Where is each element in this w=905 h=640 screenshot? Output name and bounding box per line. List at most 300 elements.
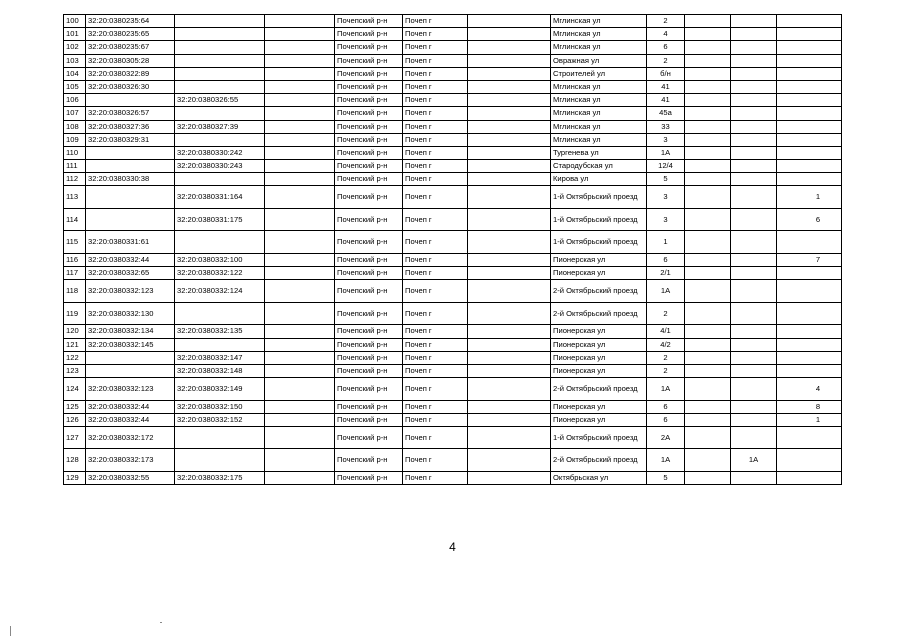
street-cell: Мглинская ул <box>551 120 647 133</box>
district-cell: Почепский р-н <box>335 364 403 377</box>
cadastral-number: 32:20:0380332:123 <box>86 378 175 401</box>
register-body <box>64 15 842 485</box>
empty-cell <box>468 133 551 146</box>
empty-cell <box>265 280 335 303</box>
cadastral-number-building <box>175 133 265 146</box>
cadastral-number: 32:20:0380332:55 <box>86 471 175 484</box>
extra-cell <box>777 28 842 41</box>
town-cell: Почеп г <box>403 449 468 472</box>
house-number-cell: 4/1 <box>647 325 685 338</box>
extra-cell <box>731 471 777 484</box>
extra-cell <box>685 28 731 41</box>
extra-cell <box>731 338 777 351</box>
extra-cell <box>731 364 777 377</box>
extra-cell <box>777 280 842 303</box>
town-cell: Почеп г <box>403 133 468 146</box>
cadastral-number: 32:20:0380322:89 <box>86 67 175 80</box>
table-row <box>64 280 842 303</box>
extra-cell <box>685 302 731 325</box>
extra-cell <box>685 231 731 254</box>
empty-cell <box>468 173 551 186</box>
extra-cell <box>777 338 842 351</box>
extra-cell <box>777 173 842 186</box>
extra-cell <box>731 253 777 266</box>
empty-cell <box>468 54 551 67</box>
row-number: 107 <box>64 107 86 120</box>
extra-cell <box>685 54 731 67</box>
cadastral-number-building: 32:20:0380332:124 <box>175 280 265 303</box>
cadastral-number-building: 32:20:0380332:150 <box>175 400 265 413</box>
house-number-cell: 5 <box>647 471 685 484</box>
cadastral-number-building: 32:20:0380330:243 <box>175 160 265 173</box>
empty-cell <box>468 94 551 107</box>
table-row <box>64 413 842 426</box>
extra-cell <box>685 325 731 338</box>
extra-cell <box>731 173 777 186</box>
town-cell: Почеп г <box>403 338 468 351</box>
street-cell: 1-й Октябрьский проезд <box>551 426 647 449</box>
town-cell: Почеп г <box>403 351 468 364</box>
house-number-cell: 12/4 <box>647 160 685 173</box>
row-number: 125 <box>64 400 86 413</box>
cadastral-number: 32:20:0380235:67 <box>86 41 175 54</box>
street-cell: 2-й Октябрьский проезд <box>551 449 647 472</box>
extra-cell <box>685 400 731 413</box>
empty-cell <box>468 41 551 54</box>
extra-cell <box>731 54 777 67</box>
cadastral-number-building: 32:20:0380330:242 <box>175 146 265 159</box>
row-number: 116 <box>64 253 86 266</box>
extra-cell <box>685 94 731 107</box>
row-number: 115 <box>64 231 86 254</box>
district-cell: Почепский р-н <box>335 253 403 266</box>
cadastral-number-building: 32:20:0380332:135 <box>175 325 265 338</box>
empty-cell <box>468 302 551 325</box>
extra-cell <box>777 133 842 146</box>
extra-cell <box>685 160 731 173</box>
house-number-cell: 2/1 <box>647 267 685 280</box>
cadastral-number-building: 32:20:0380327:39 <box>175 120 265 133</box>
cadastral-number: 32:20:0380332:44 <box>86 400 175 413</box>
extra-cell <box>777 94 842 107</box>
street-cell: Мглинская ул <box>551 133 647 146</box>
house-number-cell: 3 <box>647 133 685 146</box>
empty-cell <box>265 471 335 484</box>
town-cell: Почеп г <box>403 231 468 254</box>
table-row <box>64 302 842 325</box>
cadastral-number: 32:20:0380326:57 <box>86 107 175 120</box>
extra-cell <box>685 80 731 93</box>
district-cell: Почепский р-н <box>335 338 403 351</box>
extra-cell <box>685 41 731 54</box>
extra-cell <box>731 208 777 231</box>
house-number-cell: 1 <box>647 231 685 254</box>
district-cell: Почепский р-н <box>335 302 403 325</box>
table-row <box>64 15 842 28</box>
extra-cell <box>685 449 731 472</box>
row-number: 119 <box>64 302 86 325</box>
district-cell: Почепский р-н <box>335 107 403 120</box>
extra-cell <box>685 146 731 159</box>
row-number: 105 <box>64 80 86 93</box>
extra-cell <box>731 41 777 54</box>
empty-cell <box>265 267 335 280</box>
extra-cell <box>731 80 777 93</box>
row-number: 123 <box>64 364 86 377</box>
empty-cell <box>265 146 335 159</box>
town-cell: Почеп г <box>403 107 468 120</box>
extra-cell: 6 <box>777 208 842 231</box>
page-number: 4 <box>449 540 456 554</box>
empty-cell <box>468 160 551 173</box>
row-number: 110 <box>64 146 86 159</box>
empty-cell <box>265 94 335 107</box>
empty-cell <box>468 267 551 280</box>
street-cell: 2-й Октябрьский проезд <box>551 378 647 401</box>
empty-cell <box>468 400 551 413</box>
extra-cell <box>777 107 842 120</box>
cadastral-number: 32:20:0380329:31 <box>86 133 175 146</box>
town-cell: Почеп г <box>403 302 468 325</box>
district-cell: Почепский р-н <box>335 208 403 231</box>
extra-cell <box>777 471 842 484</box>
house-number-cell: 4 <box>647 28 685 41</box>
table-row <box>64 173 842 186</box>
table-row <box>64 94 842 107</box>
empty-cell <box>468 120 551 133</box>
street-cell: Овражная ул <box>551 54 647 67</box>
table-row <box>64 208 842 231</box>
empty-cell <box>265 302 335 325</box>
district-cell: Почепский р-н <box>335 280 403 303</box>
house-number-cell: 2 <box>647 351 685 364</box>
empty-cell <box>468 231 551 254</box>
cadastral-number-building <box>175 338 265 351</box>
empty-cell <box>265 28 335 41</box>
cadastral-number-building: 32:20:0380332:149 <box>175 378 265 401</box>
district-cell: Почепский р-н <box>335 146 403 159</box>
table-row <box>64 231 842 254</box>
empty-cell <box>468 208 551 231</box>
house-number-cell: 1А <box>647 449 685 472</box>
extra-cell <box>731 133 777 146</box>
extra-cell <box>731 231 777 254</box>
district-cell: Почепский р-н <box>335 41 403 54</box>
cadastral-number <box>86 351 175 364</box>
street-cell: Мглинская ул <box>551 15 647 28</box>
empty-cell <box>468 146 551 159</box>
extra-cell <box>731 351 777 364</box>
extra-cell <box>777 267 842 280</box>
extra-cell <box>731 302 777 325</box>
street-cell: Мглинская ул <box>551 28 647 41</box>
house-number-cell: 1А <box>647 378 685 401</box>
extra-cell: 4 <box>777 378 842 401</box>
street-cell: Мглинская ул <box>551 80 647 93</box>
street-cell: Мглинская ул <box>551 94 647 107</box>
empty-cell <box>468 426 551 449</box>
empty-cell <box>468 364 551 377</box>
street-cell: Пионерская ул <box>551 400 647 413</box>
town-cell: Почеп г <box>403 186 468 209</box>
table-row <box>64 146 842 159</box>
cadastral-number-building: 32:20:0380331:175 <box>175 208 265 231</box>
district-cell: Почепский р-н <box>335 94 403 107</box>
district-cell: Почепский р-н <box>335 15 403 28</box>
scan-mark <box>10 626 11 636</box>
cadastral-number-building: 32:20:0380332:122 <box>175 267 265 280</box>
street-cell: Пионерская ул <box>551 364 647 377</box>
street-cell: Пионерская ул <box>551 413 647 426</box>
cadastral-number: 32:20:0380332:44 <box>86 253 175 266</box>
property-register-table <box>63 14 842 485</box>
scan-mark <box>160 622 162 623</box>
street-cell: Строителей ул <box>551 67 647 80</box>
extra-cell: 8 <box>777 400 842 413</box>
extra-cell <box>777 67 842 80</box>
extra-cell <box>731 107 777 120</box>
empty-cell <box>468 253 551 266</box>
extra-cell: 1А <box>731 449 777 472</box>
town-cell: Почеп г <box>403 160 468 173</box>
table-row <box>64 426 842 449</box>
street-cell: Стародубская ул <box>551 160 647 173</box>
empty-cell <box>265 133 335 146</box>
empty-cell <box>265 400 335 413</box>
street-cell: Пионерская ул <box>551 267 647 280</box>
cadastral-number-building <box>175 302 265 325</box>
district-cell: Почепский р-н <box>335 80 403 93</box>
table-row <box>64 471 842 484</box>
street-cell: Мглинская ул <box>551 107 647 120</box>
extra-cell <box>731 325 777 338</box>
cadastral-number <box>86 160 175 173</box>
town-cell: Почеп г <box>403 41 468 54</box>
house-number-cell: 6 <box>647 413 685 426</box>
empty-cell <box>265 120 335 133</box>
house-number-cell: 6 <box>647 400 685 413</box>
extra-cell <box>685 107 731 120</box>
empty-cell <box>265 413 335 426</box>
street-cell: 2-й Октябрьский проезд <box>551 280 647 303</box>
row-number: 124 <box>64 378 86 401</box>
town-cell: Почеп г <box>403 280 468 303</box>
district-cell: Почепский р-н <box>335 351 403 364</box>
town-cell: Почеп г <box>403 253 468 266</box>
house-number-cell: 3 <box>647 208 685 231</box>
street-cell: 1-й Октябрьский проезд <box>551 208 647 231</box>
extra-cell <box>685 173 731 186</box>
row-number: 117 <box>64 267 86 280</box>
cadastral-number: 32:20:0380327:36 <box>86 120 175 133</box>
extra-cell <box>777 351 842 364</box>
district-cell: Почепский р-н <box>335 426 403 449</box>
empty-cell <box>468 471 551 484</box>
extra-cell <box>685 133 731 146</box>
house-number-cell: 3 <box>647 186 685 209</box>
extra-cell <box>731 146 777 159</box>
table-row <box>64 67 842 80</box>
town-cell: Почеп г <box>403 146 468 159</box>
town-cell: Почеп г <box>403 28 468 41</box>
cadastral-number <box>86 208 175 231</box>
empty-cell <box>265 364 335 377</box>
cadastral-number-building: 32:20:0380332:175 <box>175 471 265 484</box>
extra-cell <box>777 80 842 93</box>
town-cell: Почеп г <box>403 15 468 28</box>
town-cell: Почеп г <box>403 378 468 401</box>
house-number-cell: 2 <box>647 302 685 325</box>
cadastral-number <box>86 186 175 209</box>
empty-cell <box>468 28 551 41</box>
cadastral-number-building: 32:20:0380331:164 <box>175 186 265 209</box>
street-cell: Октябрьская ул <box>551 471 647 484</box>
extra-cell <box>777 54 842 67</box>
empty-cell <box>265 208 335 231</box>
cadastral-number: 32:20:0380305:28 <box>86 54 175 67</box>
cadastral-number-building <box>175 41 265 54</box>
row-number: 111 <box>64 160 86 173</box>
extra-cell <box>777 325 842 338</box>
empty-cell <box>468 325 551 338</box>
district-cell: Почепский р-н <box>335 160 403 173</box>
extra-cell <box>731 67 777 80</box>
street-cell: Пионерская ул <box>551 338 647 351</box>
cadastral-number-building <box>175 80 265 93</box>
extra-cell <box>685 280 731 303</box>
table-row <box>64 253 842 266</box>
empty-cell <box>468 67 551 80</box>
extra-cell <box>685 267 731 280</box>
district-cell: Почепский р-н <box>335 471 403 484</box>
town-cell: Почеп г <box>403 80 468 93</box>
district-cell: Почепский р-н <box>335 67 403 80</box>
cadastral-number-building <box>175 107 265 120</box>
extra-cell <box>777 160 842 173</box>
house-number-cell: 2А <box>647 426 685 449</box>
extra-cell <box>685 120 731 133</box>
empty-cell <box>468 280 551 303</box>
empty-cell <box>265 15 335 28</box>
district-cell: Почепский р-н <box>335 378 403 401</box>
table-row <box>64 325 842 338</box>
district-cell: Почепский р-н <box>335 133 403 146</box>
street-cell: 1-й Октябрьский проезд <box>551 186 647 209</box>
district-cell: Почепский р-н <box>335 449 403 472</box>
empty-cell <box>468 80 551 93</box>
extra-cell <box>731 120 777 133</box>
extra-cell <box>685 208 731 231</box>
cadastral-number-building <box>175 173 265 186</box>
extra-cell <box>731 94 777 107</box>
empty-cell <box>265 253 335 266</box>
empty-cell <box>468 107 551 120</box>
table-row <box>64 133 842 146</box>
town-cell: Почеп г <box>403 173 468 186</box>
extra-cell <box>777 449 842 472</box>
cadastral-number-building <box>175 54 265 67</box>
empty-cell <box>265 41 335 54</box>
town-cell: Почеп г <box>403 426 468 449</box>
empty-cell <box>265 186 335 209</box>
table-row <box>64 338 842 351</box>
cadastral-number-building <box>175 67 265 80</box>
extra-cell <box>685 186 731 209</box>
empty-cell <box>265 378 335 401</box>
empty-cell <box>265 160 335 173</box>
empty-cell <box>468 378 551 401</box>
district-cell: Почепский р-н <box>335 120 403 133</box>
extra-cell <box>731 186 777 209</box>
table-row <box>64 160 842 173</box>
row-number: 126 <box>64 413 86 426</box>
house-number-cell: 1А <box>647 280 685 303</box>
street-cell: Тургенева ул <box>551 146 647 159</box>
extra-cell <box>777 146 842 159</box>
row-number: 104 <box>64 67 86 80</box>
row-number: 128 <box>64 449 86 472</box>
cadastral-number: 32:20:0380235:65 <box>86 28 175 41</box>
cadastral-number-building: 32:20:0380332:152 <box>175 413 265 426</box>
row-number: 129 <box>64 471 86 484</box>
street-cell: 2-й Октябрьский проезд <box>551 302 647 325</box>
empty-cell <box>265 351 335 364</box>
empty-cell <box>265 231 335 254</box>
cadastral-number: 32:20:0380332:173 <box>86 449 175 472</box>
district-cell: Почепский р-н <box>335 28 403 41</box>
row-number: 118 <box>64 280 86 303</box>
empty-cell <box>265 173 335 186</box>
extra-cell <box>731 378 777 401</box>
cadastral-number: 32:20:0380326:30 <box>86 80 175 93</box>
row-number: 120 <box>64 325 86 338</box>
empty-cell <box>468 413 551 426</box>
extra-cell <box>685 67 731 80</box>
cadastral-number: 32:20:0380332:65 <box>86 267 175 280</box>
table-row <box>64 378 842 401</box>
cadastral-number <box>86 146 175 159</box>
extra-cell <box>685 338 731 351</box>
district-cell: Почепский р-н <box>335 400 403 413</box>
empty-cell <box>265 325 335 338</box>
house-number-cell: 41 <box>647 94 685 107</box>
row-number: 109 <box>64 133 86 146</box>
town-cell: Почеп г <box>403 120 468 133</box>
extra-cell <box>731 267 777 280</box>
street-cell: Пионерская ул <box>551 351 647 364</box>
district-cell: Почепский р-н <box>335 325 403 338</box>
street-cell: Пионерская ул <box>551 253 647 266</box>
row-number: 112 <box>64 173 86 186</box>
extra-cell <box>685 413 731 426</box>
house-number-cell: 2 <box>647 54 685 67</box>
empty-cell <box>265 426 335 449</box>
table-row <box>64 449 842 472</box>
extra-cell <box>777 41 842 54</box>
cadastral-number <box>86 94 175 107</box>
cadastral-number-building: 32:20:0380332:148 <box>175 364 265 377</box>
table-row <box>64 267 842 280</box>
empty-cell <box>468 15 551 28</box>
extra-cell <box>685 351 731 364</box>
house-number-cell: 2 <box>647 15 685 28</box>
extra-cell <box>777 15 842 28</box>
town-cell: Почеп г <box>403 267 468 280</box>
cadastral-number-building <box>175 15 265 28</box>
extra-cell <box>731 413 777 426</box>
extra-cell <box>777 120 842 133</box>
extra-cell <box>731 426 777 449</box>
